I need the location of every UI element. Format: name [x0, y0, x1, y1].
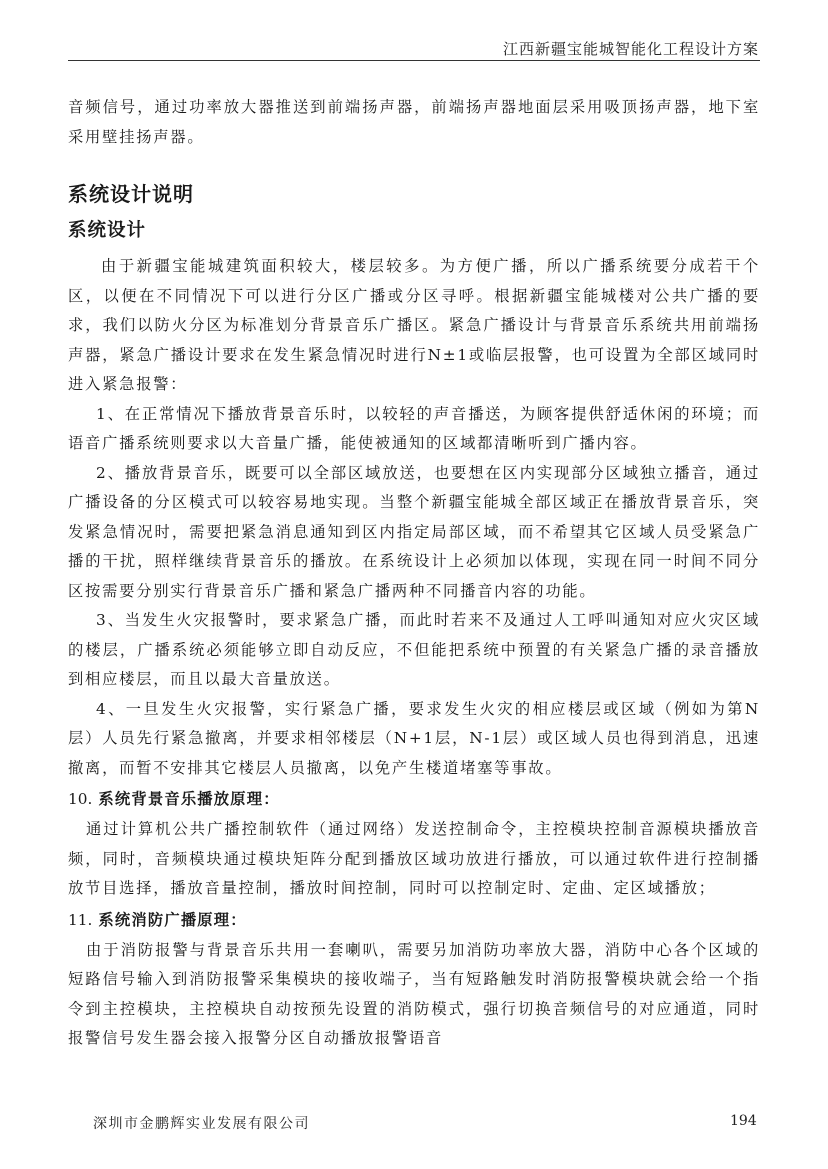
- page-number: 194: [730, 1113, 757, 1129]
- document-body: [68, 93, 760, 1054]
- heading-11-number: 11.: [68, 910, 93, 929]
- paragraph-10: 通过计算机公共广播控制软件（通过网络）发送控制命令，主控模块控制音源模块播放音频，同时，音频模块通过模块矩阵分配到播放区域功放进行播放，可以通过软件进行控制播放节目选择，播放音量控制，播放时间控制，同时可以控制定时、定曲、定区域播放；: [68, 820, 760, 897]
- footer-company: 深圳市金鹏辉实业发展有限公司: [93, 1116, 310, 1132]
- list-item-3: 3、当发生火灾报警时，要求紧急广播，而此时若来不及通过人工呼叫通知对应火灾区域的楼层，广播系统必须能够立即自动反应，不但能把系统中预置的有关紧急广播的录音播放到相应楼层，而且以最大音量放送。: [68, 611, 760, 688]
- heading-11: [68, 905, 760, 935]
- section-title: 系统设计说明: [68, 182, 194, 206]
- subsection-title: 系统设计: [68, 220, 147, 241]
- list-item-4: 4、一旦发生火灾报警，实行紧急广播，要求发生火灾的相应楼层或区域（例如为第N层）人员先行紧急撤离，并要求相邻楼层（N+1层，N-1层）或区域人员也得到消息，迅速撤离，而暂不安排其它楼层人员撤离，以免产生楼道堵塞等事故。: [68, 699, 760, 777]
- header-divider: [68, 60, 760, 61]
- paragraph-11: 由于消防报警与背景音乐共用一套喇叭，需要另加消防功率放大器，消防中心各个区域的短路信号输入到消防报警采集模块的接收端子，当有短路触发时消防报警模块就会给一个指令到主控模块，主控模块自动按预先设置的消防模式，强行切换音频信号的对应通道，同时报警信号发生器会接入报警分区自动播放报警语音: [68, 940, 760, 1047]
- header-title: 江西新疆宝能城智能化工程设计方案: [502, 40, 759, 58]
- list-item-2: 2、播放背景音乐，既要可以全部区域放送，也要想在区内实现部分区域独立播音，通过广播设备的分区模式可以较容易地实现。当整个新疆宝能城全部区域正在播放背景音乐，突发紧急情况时，需要把紧急消息通知到区内指定局部区域，而不希望其它区域人员受紧急广播的干扰，照样继续背景音乐的播放。在系统设计上必须加以体现，实现在同一时间不同分区按需要分别实行背景音乐广播和紧急广播两种不同播音内容的功能。: [68, 463, 760, 600]
- heading-10-number: 10.: [68, 790, 93, 808]
- list-item-1: 1、在正常情况下播放背景音乐时，以较轻的声音播送，为顾客提供舒适休闲的环境；而语音广播系统则要求以大音量广播，能使被通知的区域都清晰听到广播内容。: [68, 404, 760, 452]
- heading-10: [68, 784, 760, 814]
- heading-11-text: 系统消防广播原理：: [98, 910, 247, 929]
- heading-10-text: 系统背景音乐播放原理：: [98, 790, 280, 808]
- paragraph-main: 由于新疆宝能城建筑面积较大，楼层较多。为方便广播，所以广播系统要分成若干个区，以便在不同情况下可以进行分区广播或分区寻呼。根据新疆宝能城楼对公共广播的要求，我们以防火分区为标准划分背景音乐广播区。紧急广播设计与背景音乐系统共用前端扬声器，紧急广播设计要求在发生紧急情况时进行N±1或临层报警，也可设置为全部区域同时进入紧急报警：: [68, 257, 760, 393]
- intro-paragraph: 音频信号，通过功率放大器推送到前端扬声器，前端扬声器地面层采用吸顶扬声器，地下室采用壁挂扬声器。: [68, 98, 760, 146]
